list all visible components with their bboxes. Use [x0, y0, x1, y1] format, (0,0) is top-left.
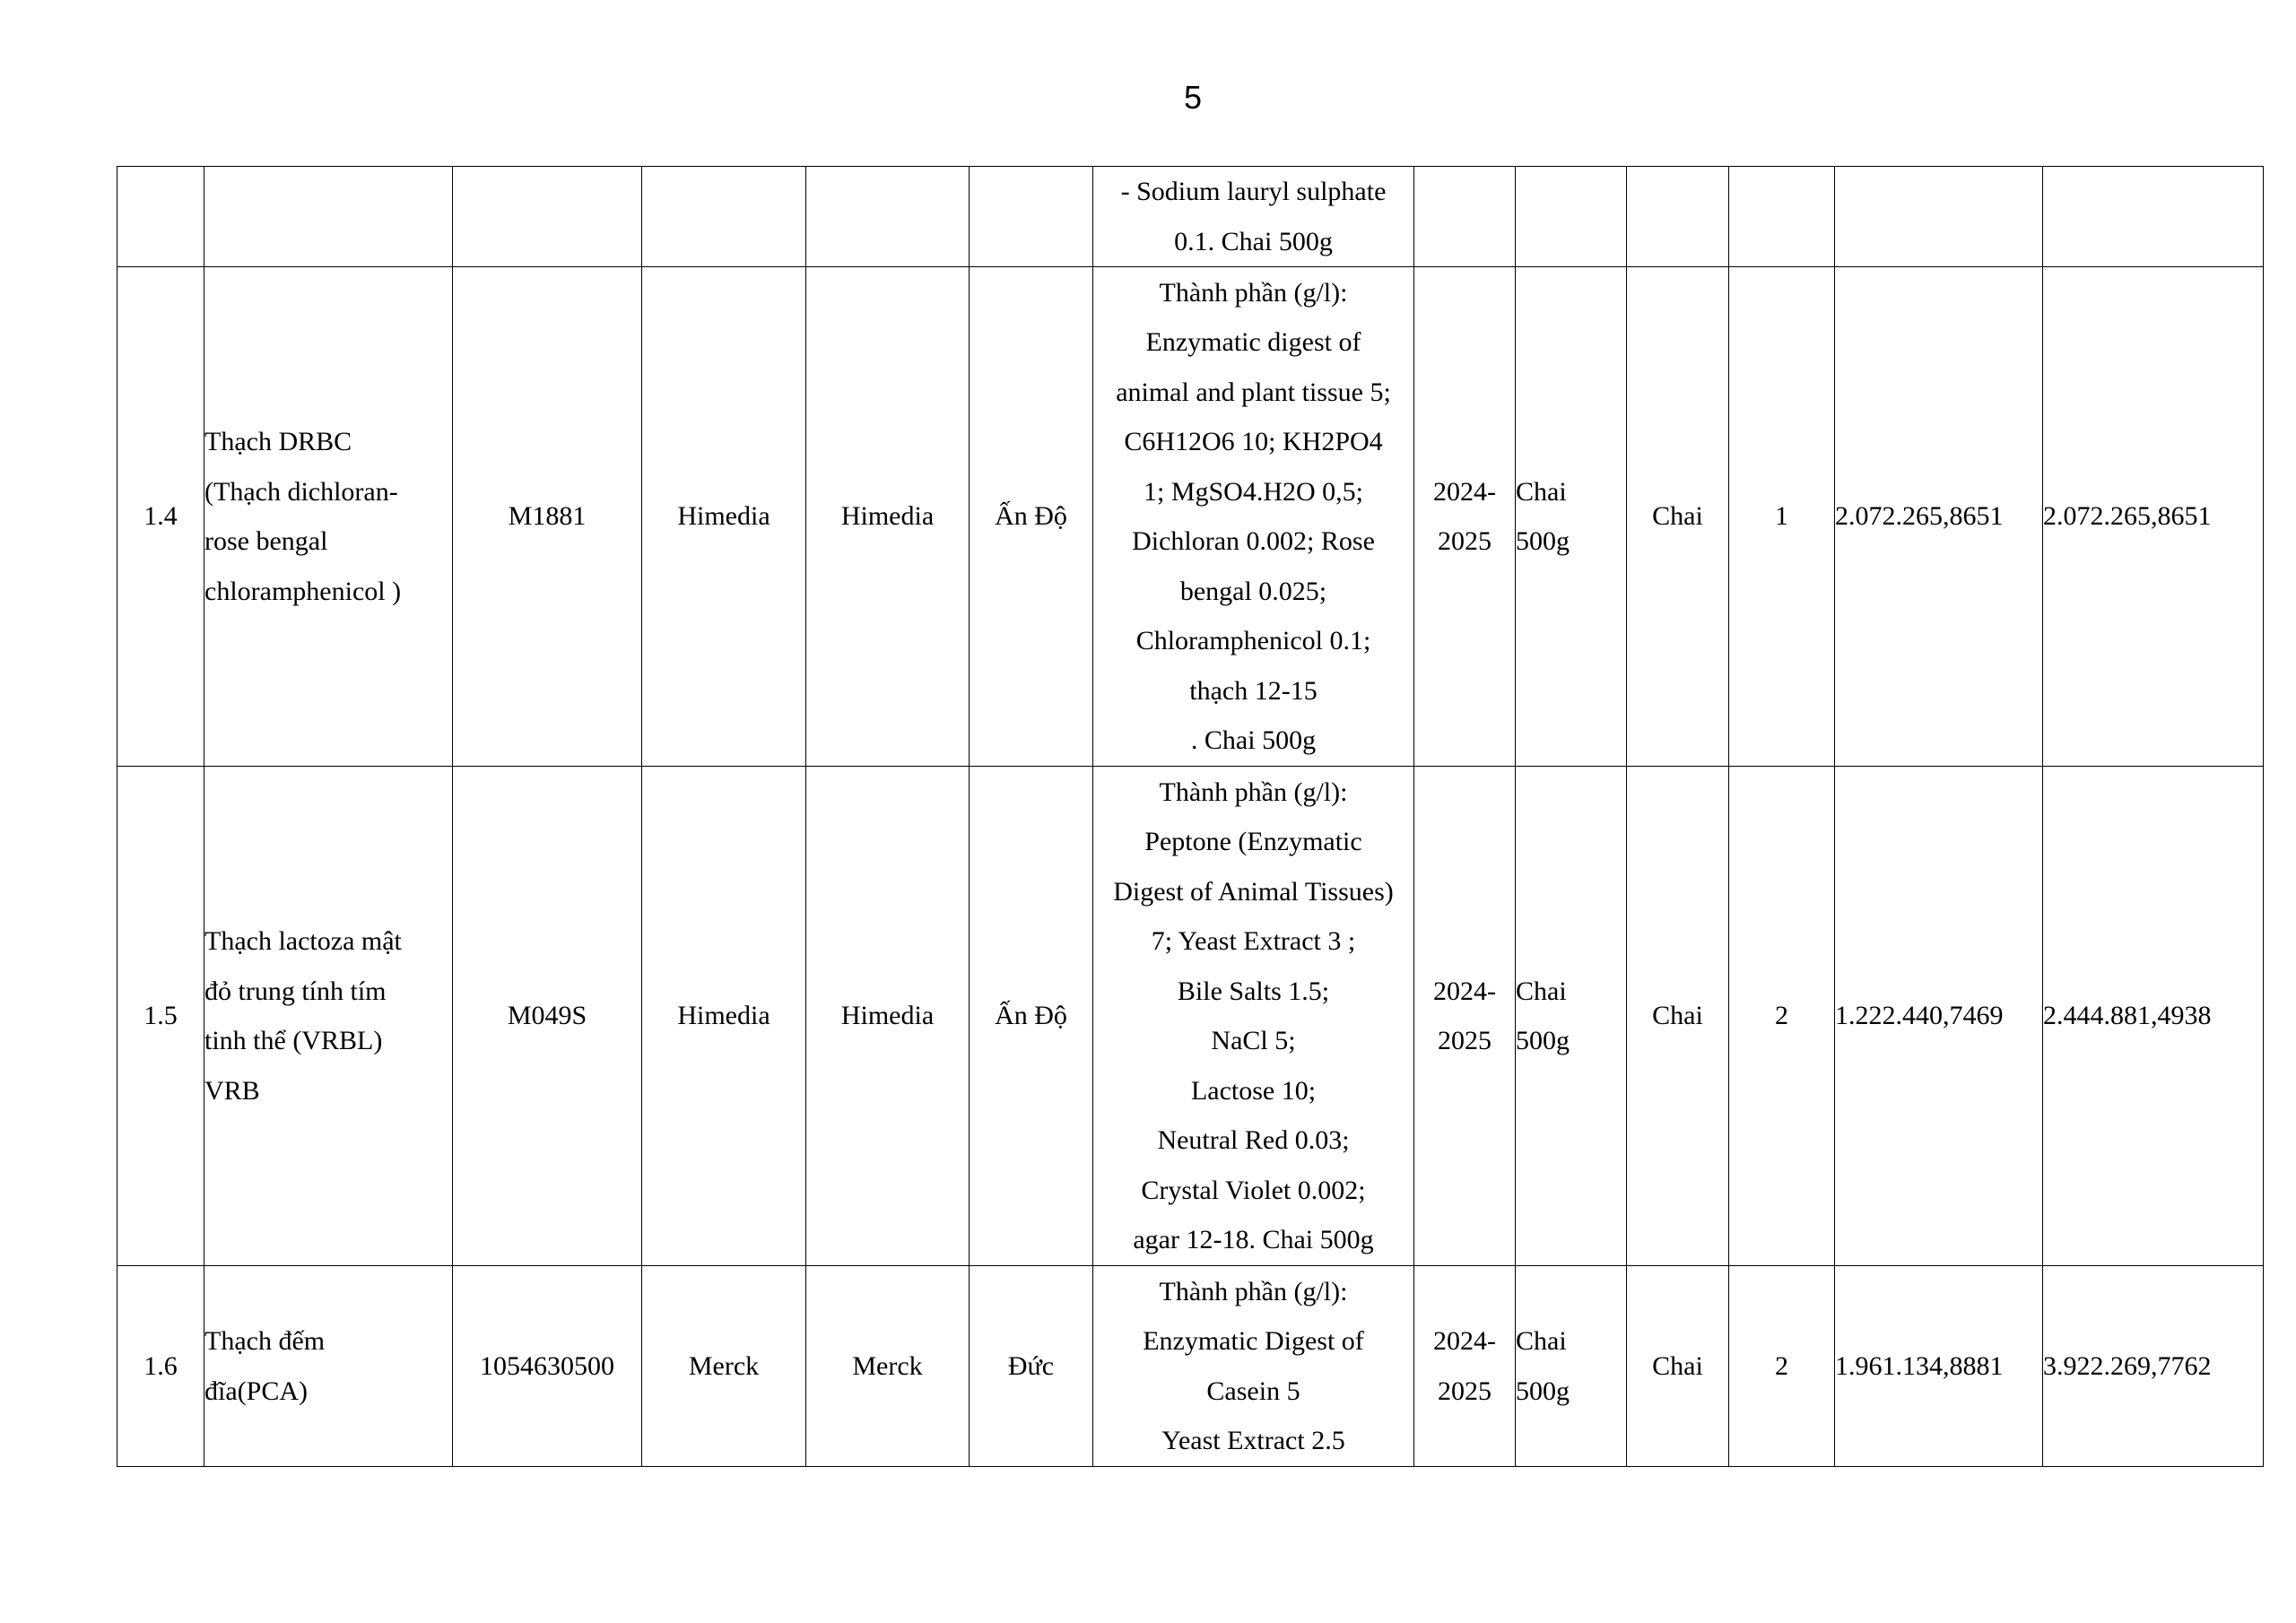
origin-cell: [970, 167, 1093, 267]
year-cell: 2024- 2025: [1414, 267, 1516, 767]
brand-cell: Himedia: [642, 767, 806, 1266]
unit-cell: [1627, 167, 1729, 267]
brand-cell: Merck: [642, 1266, 806, 1467]
manufacturer-cell: Himedia: [806, 267, 970, 767]
unit-cell: Chai: [1627, 767, 1729, 1266]
pack-cell: Chai 500g: [1516, 267, 1627, 767]
qty-cell: [1729, 167, 1835, 267]
stt-cell: [117, 167, 204, 267]
manufacturer-cell: [806, 167, 970, 267]
origin-cell: Đức: [970, 1266, 1093, 1467]
stt-cell: 1.5: [117, 767, 204, 1266]
unit-price-cell: 1.222.440,7469: [1835, 767, 2043, 1266]
product-table: [117, 166, 2264, 1467]
unit-cell: Chai: [1627, 1266, 1729, 1467]
pack-cell: Chai 500g: [1516, 767, 1627, 1266]
code-cell: 1054630500: [453, 1266, 642, 1467]
table-row: [117, 167, 2264, 267]
code-cell: [453, 167, 642, 267]
total-cell: 2.072.265,8651: [2043, 267, 2264, 767]
composition-cell: - Sodium lauryl sulphate 0.1. Chai 500g: [1093, 167, 1414, 267]
origin-cell: Ấn Độ: [970, 267, 1093, 767]
brand-cell: Himedia: [642, 267, 806, 767]
unit-price-cell: [1835, 167, 2043, 267]
composition-cell: Thành phần (g/l): Enzymatic digest of animal and plant tissue 5; C6H12O6 10; KH2PO4 1; MgSO4.H2O 0,5; Dichloran 0.002; Rose bengal 0.025; Chloramphenicol 0.1; thạch 12-15 . Chai 500g: [1093, 267, 1414, 767]
pack-cell: Chai 500g: [1516, 1266, 1627, 1467]
table-row: [117, 1266, 2264, 1467]
name-cell: [204, 167, 453, 267]
total-cell: 3.922.269,7762: [2043, 1266, 2264, 1467]
name-cell: Thạch lactoza mật đỏ trung tính tím tinh thể (VRBL) VRB: [204, 767, 453, 1266]
qty-cell: 2: [1729, 767, 1835, 1266]
name-cell: Thạch đếm đĩa(PCA): [204, 1266, 453, 1467]
unit-cell: Chai: [1627, 267, 1729, 767]
stt-cell: 1.6: [117, 1266, 204, 1467]
code-cell: M1881: [453, 267, 642, 767]
year-cell: 2024- 2025: [1414, 767, 1516, 1266]
total-cell: [2043, 167, 2264, 267]
brand-cell: [642, 167, 806, 267]
unit-price-cell: 1.961.134,8881: [1835, 1266, 2043, 1467]
qty-cell: 2: [1729, 1266, 1835, 1467]
origin-cell: Ấn Độ: [970, 767, 1093, 1266]
stt-cell: 1.4: [117, 267, 204, 767]
year-cell: 2024- 2025: [1414, 1266, 1516, 1467]
table-row: [117, 767, 2264, 1266]
pack-cell: [1516, 167, 1627, 267]
unit-price-cell: 2.072.265,8651: [1835, 267, 2043, 767]
year-cell: [1414, 167, 1516, 267]
table-row: [117, 267, 2264, 767]
code-cell: M049S: [453, 767, 642, 1266]
manufacturer-cell: Himedia: [806, 767, 970, 1266]
composition-cell: Thành phần (g/l): Enzymatic Digest of Casein 5 Yeast Extract 2.5: [1093, 1266, 1414, 1467]
composition-cell: Thành phần (g/l): Peptone (Enzymatic Digest of Animal Tissues) 7; Yeast Extract 3 ; Bile Salts 1.5; NaCl 5; Lactose 10; Neutral Red 0.03; Crystal Violet 0.002; agar 12-18. Chai 500g: [1093, 767, 1414, 1266]
name-cell: Thạch DRBC (Thạch dichloran- rose bengal chloramphenicol ): [204, 267, 453, 767]
qty-cell: 1: [1729, 267, 1835, 767]
total-cell: 2.444.881,4938: [2043, 767, 2264, 1266]
manufacturer-cell: Merck: [806, 1266, 970, 1467]
page-number: 5: [1183, 79, 1203, 116]
